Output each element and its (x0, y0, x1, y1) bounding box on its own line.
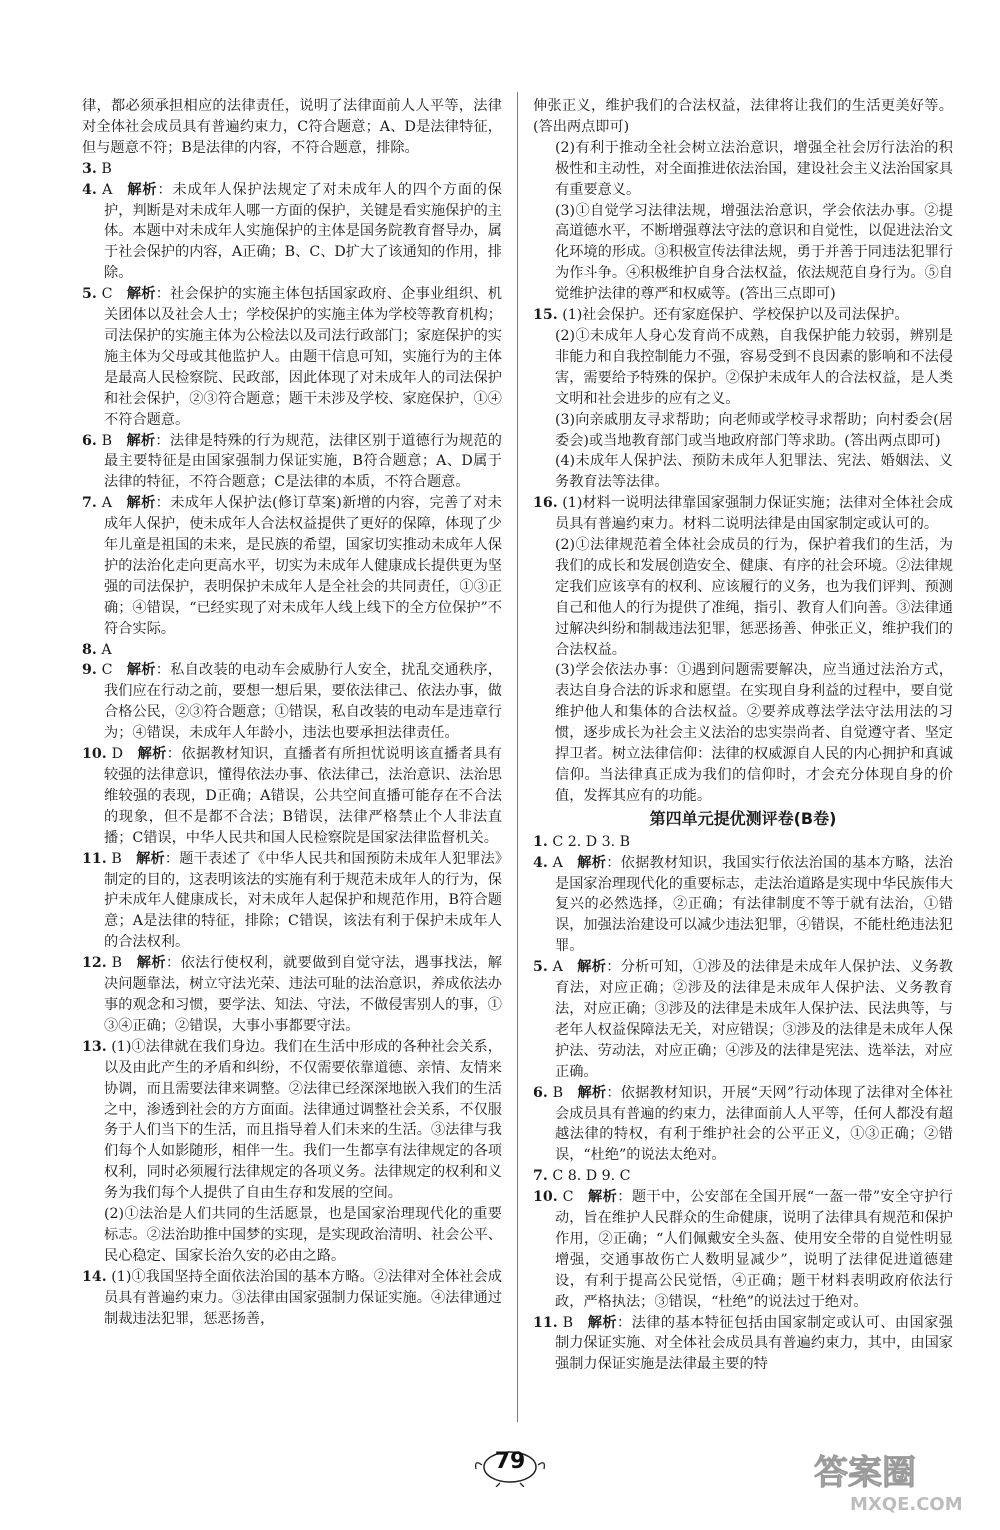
analysis-label: 解析 (137, 746, 167, 763)
analysis-label: 解析 (577, 854, 607, 871)
analysis-label: 解析 (587, 1314, 617, 1331)
watermark-text: 答案圈 (814, 1453, 916, 1493)
answer-text: (1)①法律就在我们身边。我们在生活中形成的各种社会关系，以及由此产生的矛盾和纠纷，不仅需要依靠道德、亲情、友情来协调，而且需要法律来调整。②法律已经深深地嵌入我们的生活之中，渗透到社会的方方面面。法律通过调整社会关系，不仅服务于人们当下的生活，而且指导着人们未来的生活。③法律与我们每个人如影随形，相伴一生。我们一生都享有法律规定的各项权利，同时必须履行法律规定的各项义务。法律规定的权利和义务为我们每个人提供了自由生存和发展的空间。 (104, 1038, 502, 1202)
answer-text: (1)社会保护。还有家庭保护、学校保护以及司法保护。 (562, 307, 909, 324)
question-number: 7. (533, 1168, 548, 1185)
answer-choice: B (552, 1084, 564, 1101)
answer-paragraph (533, 451, 953, 493)
answer-text: ：未成年人保护法(修订草案)新增的内容，完善了对未成年人保护，使未成年人合法权益提供了更好的保障，体现了少年儿童是祖国的未来，是民族的希望，国家切实推动未成年人保护的法治化走向更高水平，切实为未成年人健康成长提供更为坚强的司法保护，表明保护未成年人是全社会的共同责任，①③正确；④错误，“已经实现了对未成年人线上线下的全方位保护”不符合实际。 (104, 495, 502, 637)
question-number: 15. (533, 307, 558, 324)
answer-item (82, 953, 502, 1037)
answer-item (533, 1187, 953, 1312)
answer-text: A (101, 641, 112, 658)
answer-paragraph (82, 1204, 502, 1267)
answer-text: B (101, 160, 112, 177)
analysis-label: 解析 (126, 181, 158, 198)
answer-text: 律，都必须承担相应的法律责任，说明了法律面前人人平等，法律对全体社会成员具有普遍约束力，C符合题意；A、D是法律特征，但与题意不符；B是法律的内容，不符合题意，排除。 (82, 98, 502, 156)
answer-paragraph (533, 535, 953, 660)
answer-text: ：法律是特殊的行为规范，法律区别于道德行为规范的最主要特征是由国家强制力保证实施，B符合题意；A、D属于法律的特征，不符合题意；C是法律的本质，不符合题意。 (104, 432, 502, 491)
answer-text: ：依据教材知识，开展“天网”行动体现了法律对全体社会成员具有普遍的约束力，法律面前人人平等，任何人都没有超越法律的特权，有利于维护社会的公平正义，①③正确；②错误，“杜绝”的说法太绝对。 (555, 1084, 953, 1164)
answer-item (533, 1166, 953, 1187)
answer-text: ：题干中，公安部在全国开展“一盔一带”安全守护行动，旨在维护人民群众的生命健康，说明了法律具有规范和保护作用，②正确；“人们佩戴安全头盔、使用安全带的自觉性明显增强，交通事故伤亡人数明显减少”，说明了法律促进道德建设，有利于提高公民觉悟，④正确；题干材料表明政府依法行政，严格执法；③错误，“杜绝”的说法过于绝对。 (555, 1189, 953, 1310)
answer-paragraph (82, 96, 502, 159)
answer-choice: B (111, 955, 123, 972)
answer-item (533, 853, 953, 958)
answer-text: (1)①我国坚持全面依法治国的基本方略。②法律对全体社会成员具有普遍约束力。③法律由国家强制力保证实施。④法律通过制裁违法犯罪，惩恶扬善， (104, 1268, 502, 1327)
answer-choice: C (101, 286, 113, 303)
analysis-label: 解析 (126, 495, 156, 512)
answer-paragraph (533, 410, 953, 452)
analysis-label: 解析 (136, 955, 166, 972)
question-number: 13. (82, 1038, 107, 1055)
answer-choice: D (111, 746, 123, 763)
answer-text: ：私自改装的电动车会威胁行人安全，扰乱交通秩序，我们应在行动之前，要想一想后果，要依法律己、依法办事，做合格公民，②③符合题意；①错误，私自改装的电动车是违章行为；④错误，未成年人年龄小，违法也要承担法律责任。 (104, 662, 502, 742)
analysis-label: 解析 (587, 1189, 618, 1206)
answer-text: (2)①法治是人们共同的生活愿景，也是国家治理现代化的重要标志。②法治助推中国梦的实现，是实现政治清明、社会公平、民心稳定、国家长治久安的必由之路。 (104, 1206, 502, 1264)
question-number: 6. (533, 1084, 548, 1101)
answer-text: ：题干表述了《中华人民共和国预防未成年人犯罪法》制定的目的，这表明该法的实施有利于规范未成年人的行为，保护未成年人健康成长，对未成年人起保护和规范作用，B符合题意；A是法律的特征，排除；C错误，该法有利于保护未成年人的合法权利。 (104, 850, 502, 951)
right-column (533, 96, 953, 1375)
answer-item (533, 957, 953, 1082)
question-number: 10. (533, 1189, 558, 1206)
watermark-logo (810, 1448, 980, 1518)
answer-text: ：法律的基本特征包括由国家制定或认可、由国家强制力保证实施、对全体社会成员具有普遍约束力，其中，由国家强制力保证实施是法律最主要的特 (555, 1314, 953, 1373)
analysis-label: 解析 (126, 662, 156, 679)
answer-item (82, 640, 502, 661)
answer-text: ：未成年人保护法规定了对未成年人的四个方面的保护，判断是对未成年人哪一方面的保护，关键是看实施保护的主体。本题中对未成年人实施保护的主体是国务院教育督导办，属于社会保护的内容，A正确；B、C、D扩大了该通知的作用，排除。 (104, 181, 502, 282)
answer-text: C 8. D 9. C (552, 1168, 631, 1185)
answer-choice: A (101, 495, 112, 512)
question-number: 8. (82, 641, 97, 658)
answer-item (82, 493, 502, 639)
answer-text: ：依据教材知识，直播者有所担忧说明该直播者具有较强的法律意识，懂得依法办事、依法律己，法治意识、法治思维较强的表现，D正确；A错误，公共空间直播可能存在不合法的现象，但不是都不合法；B错误，法律严格禁止个人非法直播；C错误，中华人民共和国人民检察院是国家法律监督机关。 (104, 746, 502, 846)
analysis-label: 解析 (135, 850, 165, 867)
answer-text: (2)有利于推动全社会树立法治意识，增强全社会厉行法治的积极性和主动性，对全面推进依法治国，建设社会主义法治国家具有重要意义。 (555, 139, 953, 198)
answer-text: 伸张正义，维护我们的合法权益，法律将让我们的生活更美好等。(答出两点即可) (533, 98, 953, 135)
answer-text: (3)①自觉学习法律法规，增强法治意识，学会依法办事。②提高道德水平，不断增强尊法守法的意识和自觉性，以促进法治文化环境的形成。③积极宣传法律法规，勇于并善于同违法犯罪行为作斗争。④积极维护自身合法权益，依法规范自身行为。⑤自觉维护法律的尊严和权威等。(答出三点即可) (555, 202, 953, 303)
answer-choice: C (101, 662, 113, 679)
answer-item (533, 305, 953, 326)
answer-item (82, 849, 502, 954)
question-number: 3. (82, 160, 97, 177)
answer-item (533, 1313, 953, 1376)
answer-item (533, 1083, 953, 1167)
answer-choice: A (102, 181, 113, 198)
question-number: 16. (533, 495, 558, 512)
answer-item (82, 744, 502, 849)
answer-item (82, 1037, 502, 1204)
question-number: 12. (82, 955, 107, 972)
answer-text: ：社会保护的实施主体包括国家政府、企事业组织、机关团体以及社会人士；学校保护的实施主体为学校等教育机构；司法保护的实施主体为公检法以及司法行政部门；家庭保护的实施主体为父母或其他监护人。由题干信息可知，实施行为的主体是最高人民检察院、民政部，因此体现了对未成年人的司法保护和社会保护，②③符合题意；题干未涉及学校、家庭保护，①④不符合题意。 (104, 286, 502, 428)
answer-choice: A (552, 959, 563, 976)
question-number: 14. (82, 1268, 107, 1285)
answer-text: ：依法行使权利，就要做到自觉守法，遇事找法，解决问题靠法，树立守法光荣、违法可耻的法治意识，养成依法办事的观念和习惯，要学法、知法、守法，不做侵害别人的事，①③④正确；②错误，大事小事都要守法。 (104, 955, 502, 1034)
answer-text: (1)材料一说明法律靠国家强制力保证实施；法律对全体社会成员具有普遍约束力。材料二说明法律是由国家制定或认可的。 (555, 495, 953, 533)
answer-choice: B (101, 432, 113, 449)
answer-paragraph (533, 96, 953, 138)
left-column (82, 96, 502, 1329)
question-number: 5. (82, 286, 97, 303)
answer-item (82, 159, 502, 180)
question-number: 4. (82, 181, 97, 198)
answer-text: (3)学会依法办事：①遇到问题需要解决，应当通过法治方式，表达自身合法的诉求和愿望。在实现自身利益的过程中，要自觉维护他人和集体的合法权益。②要养成尊法学法守法用法的习惯，逐步成长为社会主义法治的忠实崇尚者、自觉遵守者、坚定捍卫者。树立法律信仰：法律的权威源自人民的内心拥护和真诚信仰。当法律真正成为我们的信仰时，才会充分体现自身的价值，发挥其应有的功能。 (555, 662, 953, 804)
answer-choice: B (111, 850, 122, 867)
analysis-label: 解析 (577, 959, 607, 976)
question-number: 6. (82, 432, 97, 449)
answer-text: ：分析可知，①涉及的法律是未成年人保护法、义务教育法，对应正确；②涉及的法律是未成年人保护法、义务教育法，对应正确；③涉及的法律是未成年人保护法、民法典等，与老年人权益保障法无关，对应错误；③涉及的法律是未成年人保护法、劳动法，对应正确；④涉及的法律是宪法、选举法，对应正确。 (555, 959, 953, 1080)
page-number: 79 (494, 1449, 526, 1474)
analysis-label: 解析 (126, 286, 156, 303)
watermark-url: MXQE.COM (850, 1494, 963, 1515)
answer-text: (2)①法律规范着全体社会成员的行为，保护着我们的生活，为我们的成长和发展创造安全、健康、有序的社会环境。②法律规定我们应该享有的权利、应该履行的义务，也为我们评判、预测自己和他人的行为提供了准绳，指引、教育人们向善。③法律通过解决纠纷和制裁违法犯罪，惩恶扬善、伸张正义，维护我们的合法权益。 (555, 537, 953, 658)
question-number: 4. (533, 854, 548, 871)
answer-paragraph (533, 660, 953, 806)
analysis-label: 解析 (577, 1084, 607, 1101)
answer-item (82, 1267, 502, 1330)
page-number-badge (470, 1447, 550, 1487)
answer-text: ：依据教材知识，我国实行依法治国的基本方略，法治是国家治理现代化的重要标志，走法治道路是实现中华民族伟大复兴的必然选择，②正确；有法律制度不等于就有法治，①错误，加强法治建设可以减少违法犯罪，④错误，不能杜绝违法犯罪。 (555, 854, 953, 955)
watermark-icon (810, 1448, 980, 1518)
answer-paragraph (533, 326, 953, 410)
analysis-label: 解析 (126, 432, 156, 449)
answer-item (82, 180, 502, 285)
answer-text: (3)向亲戚朋友寻求帮助；向老师或学校寻求帮助；向村委会(居委会)或当地教育部门或当地政府部门等求助。(答出两点即可) (555, 411, 953, 449)
answer-item (533, 832, 953, 853)
section-title: 第四单元提优测评卷(B卷) (649, 808, 837, 828)
column-divider (517, 92, 518, 1422)
answer-choice: A (552, 854, 563, 871)
answer-choice: C (562, 1189, 574, 1206)
answer-item (82, 431, 502, 494)
question-number: 11. (533, 1314, 558, 1331)
answer-text: (2)①未成年人身心发育尚不成熟，自我保护能力较弱，辨别是非能力和自我控制能力不强，容易受到不良因素的影响和不法侵害，需要给予特殊的保护。②保护未成年人的合法权益，是人类文明和社会进步的应有之义。 (555, 327, 953, 407)
answer-paragraph (533, 201, 953, 306)
answer-paragraph (533, 138, 953, 201)
question-number: 11. (82, 850, 107, 867)
answer-item (82, 660, 502, 744)
question-number: 5. (533, 959, 548, 976)
answer-choice: B (562, 1314, 574, 1331)
answer-text: C 2. D 3. B (552, 833, 631, 850)
question-number: 10. (82, 746, 107, 763)
answer-item (82, 284, 502, 430)
answer-text: (4)未成年人保护法、预防未成年人犯罪法、宪法、婚姻法、义务教育法等法律。 (555, 453, 953, 491)
answer-item (533, 493, 953, 535)
question-number: 9. (82, 662, 97, 679)
question-number: 1. (533, 833, 548, 850)
question-number: 7. (82, 495, 97, 512)
